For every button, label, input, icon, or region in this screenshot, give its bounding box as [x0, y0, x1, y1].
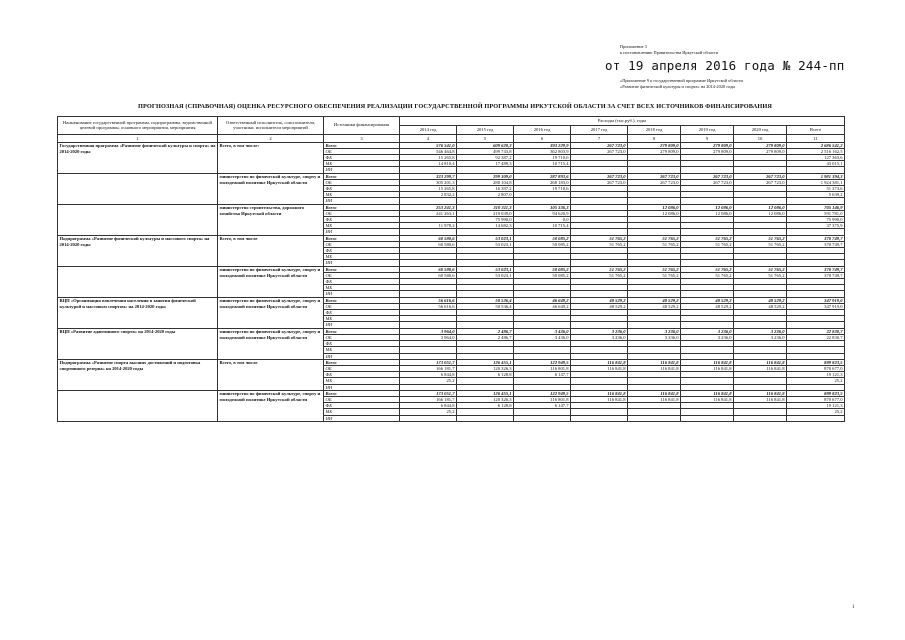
source-cell: Всего	[324, 173, 400, 179]
value-cell: 122 949,5	[514, 390, 571, 396]
index-cell: 5	[457, 134, 514, 142]
value-cell: 92 387,2	[457, 155, 514, 161]
source-cell: МБ	[324, 161, 400, 167]
value-cell: 3 236,0	[571, 334, 628, 340]
value-cell: 60 580,6	[400, 235, 457, 241]
value-cell: 546 464,8	[400, 148, 457, 154]
index-cell: 6	[514, 134, 571, 142]
value-cell: 25,2	[787, 378, 845, 384]
index-cell: 11	[787, 134, 845, 142]
value-cell: 370 749,7	[787, 241, 845, 247]
value-cell: 51 765,2	[681, 235, 734, 241]
value-cell: 56 616,6	[400, 297, 457, 303]
source-cell: ИИ	[324, 167, 400, 173]
value-cell: 46 649,2	[514, 297, 571, 303]
source-cell: ОБ	[324, 365, 400, 371]
value-cell	[400, 415, 457, 421]
value-cell: 126 455,1	[457, 390, 514, 396]
source-cell: МБ	[324, 192, 400, 198]
value-cell: 267 723,0	[628, 179, 681, 185]
value-cell: 48 529,2	[628, 303, 681, 309]
source-cell: ИИ	[324, 260, 400, 266]
value-cell: 51 765,2	[571, 235, 628, 241]
value-cell: 56 616,6	[400, 303, 457, 309]
value-cell: 60 580,6	[400, 266, 457, 272]
source-cell: ФБ	[324, 279, 400, 285]
year-header: 2019 год	[681, 125, 734, 134]
value-cell: 53 023,1	[457, 272, 514, 278]
table-row	[58, 359, 845, 365]
value-cell: 53 023,1	[457, 266, 514, 272]
value-cell: 120 326,3	[457, 365, 514, 371]
value-cell: 219 639,0	[457, 210, 514, 216]
value-cell	[571, 415, 628, 421]
value-cell: 51 765,2	[628, 272, 681, 278]
value-cell: 116 841,8	[628, 396, 681, 402]
value-cell: 279 809,0	[734, 148, 787, 154]
value-cell: 94 620,9	[514, 210, 571, 216]
value-cell: 51 765,2	[571, 241, 628, 247]
source-cell: ФБ	[324, 403, 400, 409]
value-cell: 362 803,9	[514, 148, 571, 154]
value-cell: 267 723,0	[681, 179, 734, 185]
value-cell: 2 516 162,5	[787, 148, 845, 154]
value-cell: 12 086,0	[681, 210, 734, 216]
value-cell: 50 085,2	[514, 266, 571, 272]
col-header-source: Источники финансирования	[324, 117, 400, 135]
value-cell: 279 809,0	[681, 142, 734, 148]
value-cell	[734, 415, 787, 421]
source-cell: ИИ	[324, 229, 400, 235]
source-cell: ФБ	[324, 186, 400, 192]
value-cell: 287 893,6	[514, 173, 571, 179]
value-cell: 3 964,0	[400, 328, 457, 334]
value-cell: 11 978,2	[400, 223, 457, 229]
value-cell: 3 236,0	[681, 328, 734, 334]
value-cell: 10 715,4	[514, 161, 571, 167]
source-cell: ОБ	[324, 148, 400, 154]
col-header-expenses: Расходы (тыс.руб.), годы	[400, 117, 845, 126]
index-row	[58, 134, 845, 142]
col-header-name: Наименование государственной программы, подпрограммы, ведомственной целевой программы, основного мероприятия, мероприятия	[58, 117, 218, 135]
source-cell: МБ	[324, 316, 400, 322]
value-cell: 19 121,3	[787, 372, 845, 378]
value-cell: 51 765,2	[571, 266, 628, 272]
value-cell: 25,2	[400, 378, 457, 384]
value-cell: 51 765,2	[681, 241, 734, 247]
source-cell: МБ	[324, 223, 400, 229]
source-cell: МБ	[324, 409, 400, 415]
value-cell: 116 801,8	[514, 365, 571, 371]
value-cell: 22 830,7	[787, 328, 845, 334]
value-cell: 370 749,7	[787, 266, 845, 272]
value-cell: 22 830,7	[787, 334, 845, 340]
value-cell: 0,0	[514, 217, 571, 223]
source-cell: ОБ	[324, 179, 400, 185]
appendix-subheader	[620, 78, 890, 89]
executor-cell: Всего, в том числе	[218, 359, 324, 390]
value-cell: 280 104,8	[457, 179, 514, 185]
value-cell: 50 085,2	[514, 272, 571, 278]
value-cell: 105 336,3	[514, 204, 571, 210]
table-row	[58, 390, 845, 396]
value-cell: 116 841,8	[571, 396, 628, 402]
value-cell: 19 710,6	[514, 155, 571, 161]
value-cell: 51 373,6	[787, 186, 845, 192]
value-cell: 1 981 394,3	[787, 173, 845, 179]
value-cell: 12 086,0	[628, 210, 681, 216]
value-cell: 268 183,0	[514, 179, 571, 185]
value-cell: 48 529,2	[681, 297, 734, 303]
value-cell: 25,2	[400, 409, 457, 415]
value-cell: 116 841,8	[681, 390, 734, 396]
value-cell: 53 023,1	[457, 241, 514, 247]
table-body	[58, 142, 845, 421]
program-name-cell: Государственная программа «Развитие физической культуры и спорта» на 2014-2020 годы	[58, 142, 218, 173]
value-cell: 6 844,8	[400, 403, 457, 409]
source-cell: ФБ	[324, 310, 400, 316]
value-cell: 6 147,7	[514, 403, 571, 409]
value-cell: 2 832,2	[400, 192, 457, 198]
value-cell: 51 765,2	[734, 266, 787, 272]
value-cell: 12 086,0	[681, 204, 734, 210]
source-cell: ИИ	[324, 291, 400, 297]
table-row	[58, 266, 845, 272]
value-cell: 166 181,7	[400, 365, 457, 371]
program-name-cell	[58, 204, 218, 235]
index-cell: 8	[628, 134, 681, 142]
source-cell: ИИ	[324, 384, 400, 390]
source-cell: МБ	[324, 347, 400, 353]
value-cell: 126 455,1	[457, 359, 514, 365]
year-header: 2014 год	[400, 125, 457, 134]
value-cell: 267 723,0	[571, 179, 628, 185]
value-cell: 116 841,8	[571, 365, 628, 371]
source-cell: ФБ	[324, 372, 400, 378]
value-cell: 116 841,8	[628, 390, 681, 396]
source-cell: Всего	[324, 235, 400, 241]
executor-cell: министерство по физической культуре, спорту и молодежной политике Иркутской области	[218, 297, 324, 328]
source-cell: Всего	[324, 204, 400, 210]
value-cell: 6 128,8	[457, 403, 514, 409]
index-cell: 1	[58, 134, 218, 142]
value-cell: 3 436,0	[514, 334, 571, 340]
value-cell: 1 924 381,1	[787, 179, 845, 185]
year-header: 2017 год	[571, 125, 628, 134]
value-cell: 310 311,3	[457, 204, 514, 210]
value-cell: 48 529,2	[571, 297, 628, 303]
table-row	[58, 204, 845, 210]
value-cell: 173 051,7	[400, 390, 457, 396]
value-cell: 370 749,7	[787, 235, 845, 241]
value-cell: 50 536,4	[457, 297, 514, 303]
value-cell: 323 299,7	[400, 173, 457, 179]
source-cell: ИИ	[324, 353, 400, 359]
table-row	[58, 142, 845, 148]
value-cell: 6 147,7	[514, 372, 571, 378]
value-cell: 267 723,0	[734, 179, 787, 185]
value-cell: 870 677,0	[787, 365, 845, 371]
value-cell: 347 919,0	[787, 297, 845, 303]
financing-table	[57, 116, 845, 422]
value-cell: 267 723,0	[571, 148, 628, 154]
value-cell: 60 580,6	[400, 241, 457, 247]
program-name-cell: ВЦП «Организация вовлечения населения в занятия физической культурой и массовым спортом» на 2014-2020 годы	[58, 297, 218, 328]
source-cell: ФБ	[324, 341, 400, 347]
value-cell: 173 051,7	[400, 359, 457, 365]
value-cell: 48 529,2	[681, 303, 734, 309]
source-cell: ФБ	[324, 248, 400, 254]
value-cell	[457, 415, 514, 421]
value-cell: 10 715,4	[514, 223, 571, 229]
value-cell: 15 265,8	[400, 155, 457, 161]
value-cell: 46 649,2	[514, 303, 571, 309]
value-cell: 370 749,7	[787, 272, 845, 278]
value-cell: 116 841,8	[681, 365, 734, 371]
value-cell: 16 397,2	[457, 186, 514, 192]
source-cell: ОБ	[324, 272, 400, 278]
source-cell: Всего	[324, 142, 400, 148]
value-cell: 48 529,2	[628, 297, 681, 303]
executor-cell: Всего, в том числе	[218, 235, 324, 266]
value-cell: 2 486,7	[457, 334, 514, 340]
year-header: 2016 год	[514, 125, 571, 134]
source-cell: ИИ	[324, 198, 400, 204]
source-cell: Всего	[324, 328, 400, 334]
program-name-cell: Подпрограмма «Развитие физической культуры и массового спорта» на 2014-2020 годы	[58, 235, 218, 266]
value-cell: 576 541,0	[400, 142, 457, 148]
value-cell: 51 765,2	[681, 266, 734, 272]
year-header: 2015 год	[457, 125, 514, 134]
value-cell: 267 723,0	[571, 173, 628, 179]
value-cell: 3 964,0	[400, 334, 457, 340]
value-cell: 48 529,2	[734, 303, 787, 309]
value-cell: 6 128,8	[457, 372, 514, 378]
value-cell: 51 765,2	[571, 272, 628, 278]
value-cell: 51 765,2	[628, 266, 681, 272]
value-cell: 19 121,3	[787, 403, 845, 409]
source-cell: Всего	[324, 266, 400, 272]
value-cell: 116 841,8	[681, 396, 734, 402]
value-cell: 705 146,9	[787, 204, 845, 210]
value-cell: 870 677,0	[787, 396, 845, 402]
value-cell: 3 236,0	[628, 328, 681, 334]
value-cell: 50 536,4	[457, 303, 514, 309]
value-cell: 51 765,2	[681, 272, 734, 278]
index-cell: 2	[218, 134, 324, 142]
value-cell: 116 841,8	[734, 359, 787, 365]
value-cell: 48 529,2	[571, 303, 628, 309]
page-number: 1	[852, 605, 855, 610]
appendix-sub-line: «Приложение 9 к государственной программе Иркутской области	[620, 78, 743, 83]
source-cell: ФБ	[324, 155, 400, 161]
value-cell: 299 309,0	[457, 173, 514, 179]
source-cell: МБ	[324, 254, 400, 260]
value-cell: 25,2	[787, 409, 845, 415]
executor-cell: министерство по физической культуре, спорту и молодежной политике Иркутской области	[218, 266, 324, 297]
value-cell: 50 085,2	[514, 241, 571, 247]
value-cell: 2 486,7	[457, 328, 514, 334]
source-cell: МБ	[324, 285, 400, 291]
value-cell: 279 809,0	[681, 148, 734, 154]
value-cell: 116 801,8	[514, 396, 571, 402]
value-cell: 14 682,3	[457, 223, 514, 229]
value-cell: 2 807,0	[457, 192, 514, 198]
value-cell: 166 181,7	[400, 396, 457, 402]
value-cell: 279 809,0	[734, 142, 787, 148]
value-cell: 267 723,0	[571, 142, 628, 148]
value-cell: 75 990,0	[457, 217, 514, 223]
index-cell: 7	[571, 134, 628, 142]
value-cell: 347 919,0	[787, 303, 845, 309]
appendix-line: Приложение 3	[620, 44, 647, 49]
value-cell: 3 236,0	[734, 334, 787, 340]
index-cell: 10	[734, 134, 787, 142]
source-cell: ФБ	[324, 217, 400, 223]
value-cell: 51 765,2	[628, 241, 681, 247]
source-cell: ОБ	[324, 396, 400, 402]
appendix-line: к постановлению Правительства Иркутской области	[620, 49, 719, 55]
value-cell: 393 229,9	[514, 142, 571, 148]
value-cell: 3 236,0	[734, 328, 787, 334]
value-cell: 279 809,0	[628, 142, 681, 148]
value-cell: 499 743,8	[457, 148, 514, 154]
value-cell: 122 949,5	[514, 359, 571, 365]
value-cell: 17 489,3	[457, 161, 514, 167]
value-cell	[628, 415, 681, 421]
value-cell: 116 841,8	[571, 390, 628, 396]
executor-cell: Всего, в том числе:	[218, 142, 324, 173]
source-cell: ИИ	[324, 415, 400, 421]
value-cell: 53 023,1	[457, 235, 514, 241]
appendix-date-stamp: от 19 апреля 2016 года № 244-пп	[605, 58, 845, 73]
value-cell: 3 236,0	[681, 334, 734, 340]
value-cell: 3 436,0	[514, 328, 571, 334]
appendix-header	[620, 44, 890, 55]
value-cell: 51 765,2	[734, 272, 787, 278]
table-row	[58, 173, 845, 179]
executor-cell: министерство по физической культуре, спорту и молодежной политике Иркутской области	[218, 390, 324, 421]
value-cell: 48 529,2	[734, 297, 787, 303]
value-cell: 591 781,0	[787, 210, 845, 216]
source-cell: ИИ	[324, 322, 400, 328]
value-cell: 116 841,8	[628, 359, 681, 365]
table-row	[58, 328, 845, 334]
value-cell: 116 841,8	[571, 359, 628, 365]
value-cell: 3 236,0	[571, 328, 628, 334]
value-cell: 37 375,9	[787, 223, 845, 229]
value-cell: 116 841,8	[628, 365, 681, 371]
value-cell: 5 639,2	[787, 192, 845, 198]
value-cell: 51 765,2	[628, 235, 681, 241]
source-cell: ОБ	[324, 334, 400, 340]
value-cell	[681, 415, 734, 421]
table-row	[58, 297, 845, 303]
index-cell: 4	[400, 134, 457, 142]
value-cell: 2 686 541,2	[787, 142, 845, 148]
value-cell: 75 990,0	[787, 217, 845, 223]
year-header: 2020 год	[734, 125, 787, 134]
value-cell: 43 015,1	[787, 161, 845, 167]
program-name-cell	[58, 266, 218, 297]
source-cell: МБ	[324, 378, 400, 384]
value-cell	[787, 415, 845, 421]
value-cell: 889 823,5	[787, 390, 845, 396]
value-cell: 305 201,3	[400, 179, 457, 185]
value-cell: 6 844,8	[400, 372, 457, 378]
source-cell: ОБ	[324, 303, 400, 309]
value-cell: 267 723,0	[681, 173, 734, 179]
value-cell: 15 265,8	[400, 186, 457, 192]
value-cell: 12 086,0	[628, 204, 681, 210]
value-cell: 116 841,8	[734, 365, 787, 371]
source-cell: Всего	[324, 390, 400, 396]
document-title: ПРОГНОЗНАЯ (СПРАВОЧНАЯ) ОЦЕНКА РЕСУРСНОГО ОБЕСПЕЧЕНИЯ РЕАЛИЗАЦИИ ГОСУДАРСТВЕННОЙ ПРОГРАММЫ ИРКУТСКОЙ ОБЛАСТИ ЗА СЧЕТ ВСЕХ ИСТОЧНИКОВ ФИНАНСИРОВАНИЯ	[137, 103, 773, 110]
value-cell: 3 236,0	[628, 334, 681, 340]
program-name-cell: ВЦП «Развитие адаптивного спорта» на 2014-2020 годы	[58, 328, 218, 359]
value-cell: 12 086,0	[734, 204, 787, 210]
value-cell: 609 620,3	[457, 142, 514, 148]
index-cell: 9	[681, 134, 734, 142]
value-cell: 889 823,5	[787, 359, 845, 365]
value-cell: 253 241,3	[400, 204, 457, 210]
program-name-cell	[58, 173, 218, 204]
program-name-cell	[58, 390, 218, 421]
value-cell: 120 326,3	[457, 396, 514, 402]
value-cell: 19 710,6	[514, 186, 571, 192]
source-cell: ОБ	[324, 241, 400, 247]
executor-cell: министерство строительства, дорожного хозяйства Иркутской области	[218, 204, 324, 235]
program-name-cell: Подпрограмма «Развитие спорта высших достижений и подготовка спортивного резерва» на 2014-2020 годы	[58, 359, 218, 390]
year-header: 2018 год	[628, 125, 681, 134]
source-cell: Всего	[324, 359, 400, 365]
value-cell: 267 723,0	[628, 173, 681, 179]
col-header-executor: Ответственный исполнитель, соисполнители, участники, исполнители мероприятий	[218, 117, 324, 135]
value-cell	[514, 415, 571, 421]
source-cell: Всего	[324, 297, 400, 303]
value-cell: 116 841,8	[681, 359, 734, 365]
source-cell: ОБ	[324, 210, 400, 216]
value-cell: 279 809,0	[628, 148, 681, 154]
value-cell: 241 263,1	[400, 210, 457, 216]
executor-cell: министерство по физической культуре, спорту и молодежной политике Иркутской области	[218, 328, 324, 359]
value-cell: 60 580,6	[400, 272, 457, 278]
executor-cell: министерство по физической культуре, спорту и молодежной политике Иркутской области	[218, 173, 324, 204]
value-cell: 116 841,8	[734, 396, 787, 402]
value-cell: 127 363,6	[787, 155, 845, 161]
index-cell: 3	[324, 134, 400, 142]
value-cell: 12 086,0	[734, 210, 787, 216]
year-header: Всего	[787, 125, 845, 134]
table-row	[58, 235, 845, 241]
value-cell: 267 723,0	[734, 173, 787, 179]
value-cell: 50 085,2	[514, 235, 571, 241]
value-cell: 51 765,2	[734, 241, 787, 247]
appendix-sub-line: «Развитие физической культуры и спорта» на 2014-2020 годы	[620, 83, 736, 89]
value-cell: 51 765,2	[734, 235, 787, 241]
value-cell: 14 810,4	[400, 161, 457, 167]
value-cell: 116 841,8	[734, 390, 787, 396]
